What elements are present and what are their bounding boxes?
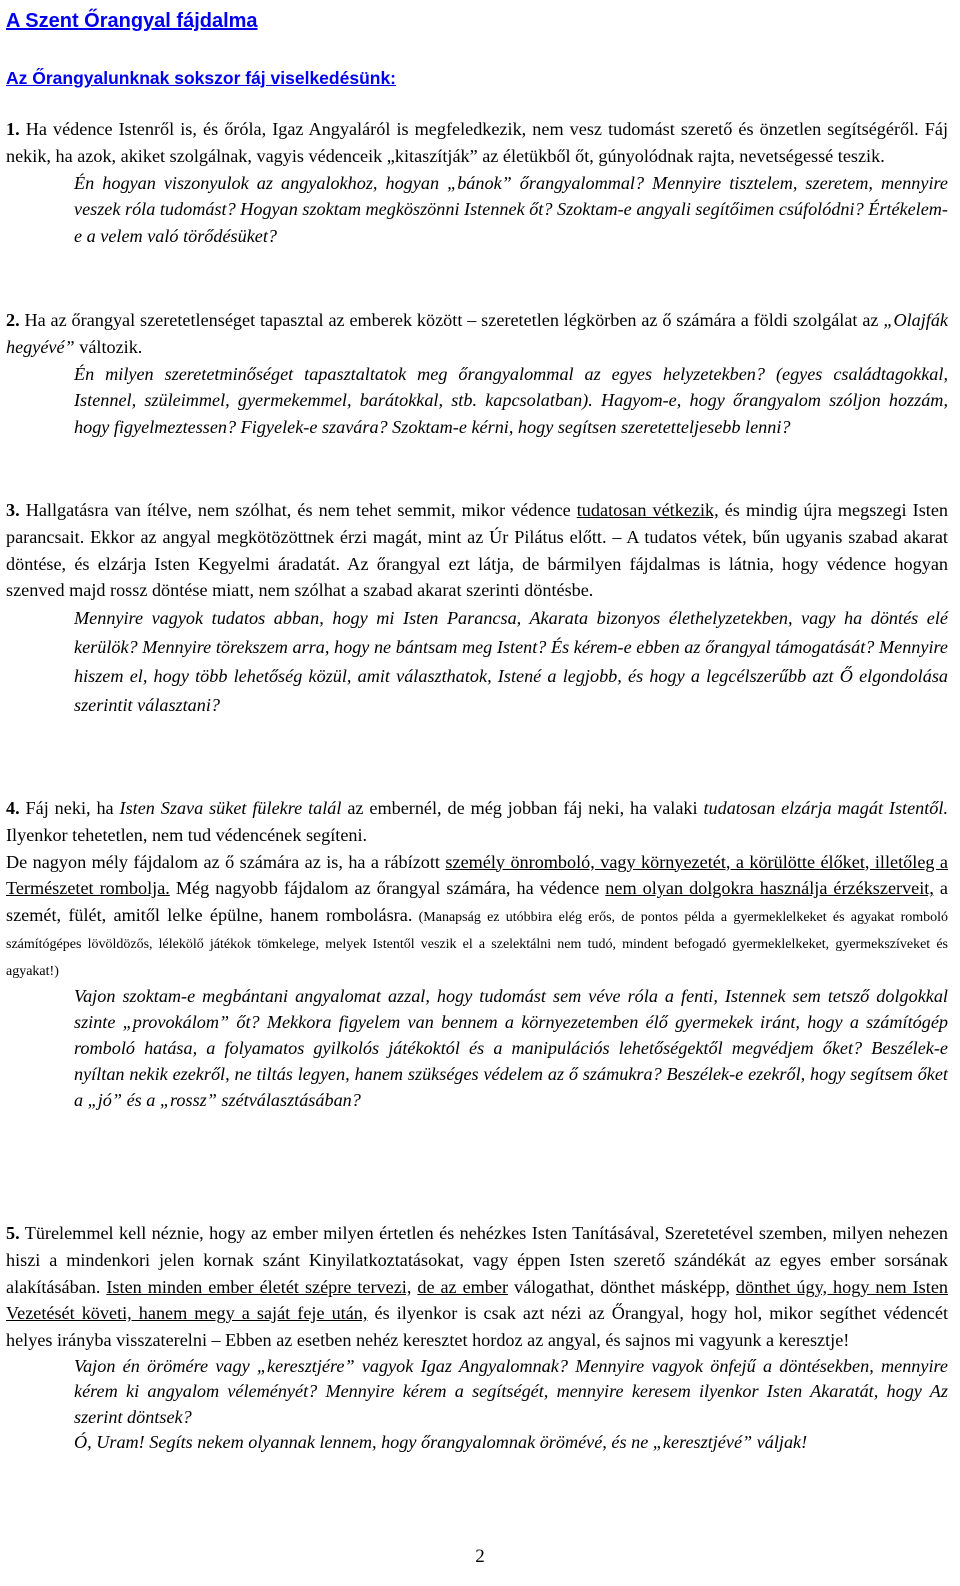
section-4 — [6, 795, 948, 1113]
section-2-reflection: Én milyen szeretetminőséget tapasztaltatok meg őrangyalommal az egyes helyzetekben? (egyes családtagokkal, Istennel, szüleimmel, gyermekemmel, barátokkal, stb. kapcsolatban). Hagyom-e, hogy őrangyalom szóljon hozzám, hogy figyelmeztessen? Figyelek-e szavára? Szoktam-e kérni, hogy segítsen szeretetteljesebb lenni? — [74, 363, 948, 438]
section-number: 1. — [6, 119, 20, 139]
section-2 — [6, 307, 948, 441]
section-4-note: (Manapság ez utóbbira elég erős, de pontos példa a gyermeklelkeket és agyakat romboló számítógépes lövöldözős, lélekölő játékok tömkelege, melyek Istentől veszik el a szelektálni nem tudó, mindent befogadó gyermeklelkeket, gyermekszíveket és agyakat!) — [6, 910, 949, 979]
section-4-text: 4. Fáj neki, ha Isten Szava süket fülekre talál az embernél, de még jobban fáj neki, ha valaki tudatosan elzárja magát Istentől. Ilyenkor tehetetlen, nem tud védencének segíteni. — [6, 798, 948, 845]
section-3-text: 3. Hallgatásra van ítélve, nem szólhat, és nem tehet semmit, mikor védence tudatosan vétkezik, és mindig újra megszegi Isten parancsait. Ekkor az angyal megkötözöttnek érzi magát, mint az Úr Pilátus előtt. – A tudatos vétek, bűn ugyanis szabad akarat döntése, és elzárja Isten Kegyelmi áradatát. Az őrangyal ezt látja, de bármilyen fájdalmas is látnia, hogy védence hogyan szenved majd rossz döntése miatt, nem szólhat a szabad akarat szerinti döntésbe. — [6, 500, 948, 601]
section-1-text: 1. Ha védence Istenről is, és őróla, Igaz Angyaláról is megfeledkezik, nem vesz tudomást szerető és önzetlen segítségéről. Fáj nekik, ha azok, akiket szolgálnak, vagyis védenceik „kitaszítják” az életükből őt, gúnyolódnak rajta, nevetségessé teszik. — [6, 119, 948, 166]
section-3-reflection: Mennyire vagyok tudatos abban, hogy mi Isten Parancsa, Akarata bizonyos élethelyzetekben, vagy ha döntés elé kerülök? Mennyire törekszem arra, hogy ne bántsam meg Istent? És kérem-e ebben az őrangyal támogatását? Mennyire hiszem el, hogy több lehetőség közül, amit választhatok, Istené a legjobb, és hogy a legcélszerűbb azt Ő elgondolása szerintit választani? — [74, 608, 948, 715]
section-3 — [6, 497, 948, 719]
section-number: 4. — [6, 798, 20, 818]
section-4-reflection: Vajon szoktam-e megbántani angyalomat azzal, hogy tudomást sem véve róla a fenti, Istennek sem tetsző dolgokkal szinte „provokálom” őt? Mekkora figyelem van bennem a környezetemben élő gyermekek iránt, hogy a számítógép romboló hatása, a folyamatos gyilkolós játékoktól és a manipulációs lehetőségektől megvédjem őket? Beszélek-e nyíltan nekik ezekről, ne tiltás legyen, hanem szükséges védelem az ő számukra? Beszélek-e ezekről, hogy segítsem őket a „jó” és a „rossz” szétválasztásában? — [74, 985, 948, 1110]
document-title: A Szent Őrangyal fájdalma — [6, 10, 258, 32]
section-5-prayer: Ó, Uram! Segíts nekem olyannak lennem, hogy őrangyalomnak örömévé, és ne „keresztjévé” váljak! — [74, 1431, 808, 1452]
section-1-reflection: Én hogyan viszonyulok az angyalokhoz, hogyan „bánok” őrangyalommal? Mennyire tisztelem, szeretem, mennyire veszek róla tudomást? Hogyan szoktam megköszönni Istennek őt? Szoktam-e angyali segítőimen csúfolódni? Értékelem-e a velem való törődésüket? — [74, 172, 948, 247]
section-number: 5. — [6, 1223, 20, 1243]
section-2-text: 2. Ha az őrangyal szeretetlenséget tapasztal az emberek között – szeretetlen légkörben az ő számára a földi szolgálat az „Olajfák hegyévé” változik. — [6, 310, 948, 357]
section-5-reflection: Vajon én örömére vagy „keresztjére” vagyok Igaz Angyalomnak? Mennyire vagyok önfejű a döntésekben, mennyire kérem ki angyalom véleményét? Mennyire kérem a segítségét, mennyire keresem ilyenkor Isten Akaratát, hogy Az szerint döntsek? — [74, 1355, 948, 1427]
section-1 — [6, 116, 948, 250]
section-number: 3. — [6, 500, 20, 520]
section-number: 2. — [6, 310, 20, 330]
document-subtitle: Az Őrangyalunknak sokszor fáj viselkedésünk: — [6, 68, 397, 88]
section-4-paragraph-2: De nagyon mély fájdalom az ő számára az is, ha a rábízott személy önromboló, vagy környezetét, a körülötte élőket, illetőleg a Természetet rombolja. Még nagyobb fájdalom az őrangyal számára, ha védence nem olyan dolgokra használja érzékszerveit, a szemét, fülét, amitől lelke épülne, hanem rombolásra. (Manapság ez utóbbira elég erős, de pontos példa a gyermeklelkeket és agyakat romboló számítógépes lövöldözős, lélekölő játékok tömkelege, melyek Istentől veszik el a szelektálni nem tudó, mindent befogadó gyermeklelkeket, gyermekszíveket és agyakat!) — [6, 851, 949, 979]
page-number: 2 — [475, 1546, 485, 1567]
section-5 — [6, 1220, 948, 1455]
section-5-text: 5. Türelemmel kell néznie, hogy az ember milyen értetlen és nehézkes Isten Tanításával, Szeretetével szemben, milyen nehezen hiszi a mindenkori jelen kornak szánt Kinyilatkoztatásokat, vagy éppen Isten szerető szándékát az egyes ember sorsának alakításában. Isten minden ember életét szépre tervezi, de az ember válogathat, dönthet másképp, dönthet úgy, hogy nem Isten Vezetését követi, hanem megy a saját feje után, és ilyenkor is csak azt nézi az Őrangyal, hogy hol, mikor segíthet védencét helyes irányba visszaterelni – Ebben az esetben nehéz keresztet hordoz az angyal, és sajnos mi vagyunk a keresztje! — [6, 1223, 948, 1351]
